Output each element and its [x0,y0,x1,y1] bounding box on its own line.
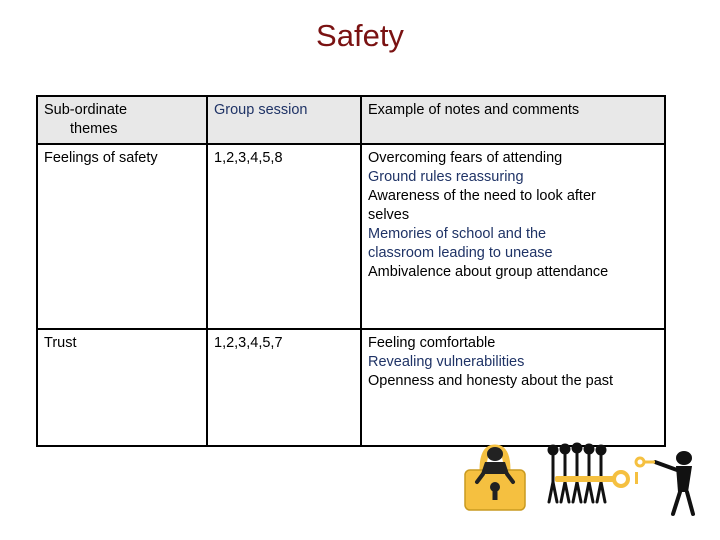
header-line: Group session [214,102,308,118]
header-line: Sub-ordinate [44,102,128,118]
notes-cell [361,329,665,446]
theme-cell: Trust [37,329,207,446]
padlock-figure-icon [465,447,525,510]
header-cell-themes [37,96,207,144]
note-line: Openness and honesty about the past [368,373,614,389]
key-figure-icon [636,451,693,514]
note-line: Memories of school and the [368,226,547,242]
note-line: classroom leading to unease [368,245,553,261]
people-line-icon [549,444,605,502]
note-line: Awareness of the need to look after [368,188,596,204]
key-icon [555,472,638,486]
note-line: Revealing vulnerabilities [368,354,525,370]
slide-title: Safety [316,18,404,53]
clipart-group [455,440,705,520]
note-line: Feeling comfortable [368,335,496,351]
header-line: themes [70,121,118,137]
sessions-cell: 1,2,3,4,5,7 [207,329,361,446]
note-line: Overcoming fears of attending [368,150,563,166]
table-header-row [37,96,665,144]
note-line: Ground rules reassuring [368,169,524,185]
sessions-cell: 1,2,3,4,5,8 [207,144,361,329]
clipart-svg [455,440,705,520]
notes-cell [361,144,665,329]
header-cell-session [207,96,361,144]
note-line: selves [368,207,410,223]
table-row [37,329,665,446]
header-cell-notes [361,96,665,144]
header-line: Example of notes and comments [368,102,580,118]
theme-cell: Feelings of safety [37,144,207,329]
table-row [37,144,665,329]
note-line: Ambivalence about group attendance [368,264,609,280]
safety-table [36,95,666,447]
